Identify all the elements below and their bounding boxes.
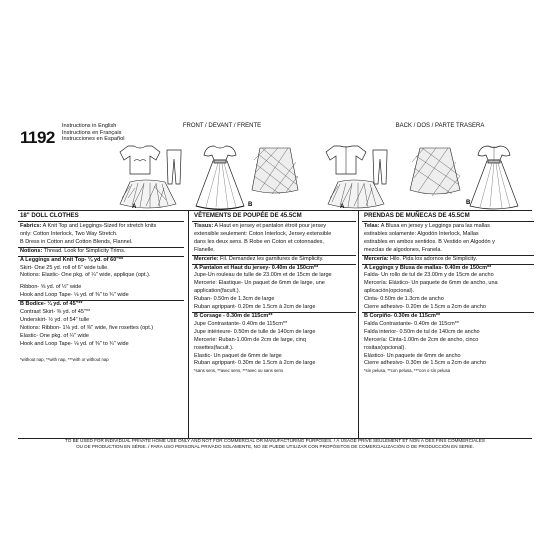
english-fabrics-line: only: Cotton Interlock, Two Way Stretch. [20,230,118,237]
french-view-a-line: Ruban agrippant- 0.20m de 1.5cm à 2cm de large [192,304,356,313]
french-view-a-line: application(facult.). [194,288,241,295]
back-illustrations [320,128,532,210]
english-view-a-line: Ribbon- ⅝ yd. of ½" wide [20,284,82,291]
english-view-b-heading: B Bodice- ¼ yd. of 45"** [20,301,83,308]
spanish-view-b-line: Falda interior- 0.50m de tul de 140cm de ancho [364,328,480,335]
english-view-a-line: Notions: Elastic- One pkg. of ¼" wide, applique (opt.). [20,272,151,279]
english-fabrics-line: Fabrics: A Knit Top and Leggings-Sized for stretch knits [20,223,157,229]
requirements-table [18,210,532,439]
back-view-a-top [326,146,366,174]
english-view-a-line: Hook and Loop Tape- ⅛ yd. of ⅜" to ¾" wide [18,292,184,301]
back-view-b-dress [470,146,518,209]
spanish-view-b-line: Mercería: Cinta-1.00m de 2cm de ancho, cinco [364,336,479,343]
front-view-b-dress [196,146,244,210]
french-view-a-line: Ruban- 0.50m de 1.3cm de large [194,296,275,303]
english-footnote: *without nap, **with nap, ***with or without nap [20,356,109,362]
spanish-telas-line: estirables solamente: Algodón Interlock, Mallas [364,230,479,237]
french-view-b-line: Jupe intérieure- 0.50m de tulle de 140cm de large [194,328,316,335]
french-view-b-line: Ruban agrippant- 0.30m de 1.5cm à 2cm de large [194,360,316,367]
english-notions: Notions: Thread. Look for Simplicity Trims. [18,248,184,257]
english-fabrics-line: B Dress in Cotton and Cotton Blends, Flannel. [18,239,184,248]
french-view-b-heading: B Corsage - 0.30m de 115cm** [194,312,273,319]
english-view-b-line: Contrast Skirt- ⅜ yd. of 45"** [20,309,91,316]
english-view-b-line: Elastic- One pkg. of ¼" wide [20,332,89,339]
spanish-view-a-line: Falda- Un rollo de tul de 23.00m y de 15cm de ancho [364,272,494,279]
back-view-label: BACK / DOS / PARTE TRASERA [395,123,485,129]
spanish-telas-line: estirables en ambos sentidos. B Vestido en Algodón y [364,238,495,245]
front-view-label: FRONT / DEVANT / FRENTE [182,123,262,129]
back-view-a-leggings [373,150,387,184]
french-view-a-heading: A Pantalon et Haut du jersey- 0.40m de 150cm** [194,264,319,271]
spanish-view-b-line: Falda Contrastante- 0.40m de 115cm** [364,320,459,327]
front-view-a-leggings [167,150,181,184]
back-view-a-letter: A [340,204,345,210]
english-view-a-heading: A Leggings and Knit Top- ⅛ yd. of 60"** [20,256,124,263]
instruction-french: Instructions en Français [62,129,122,136]
instruction-spanish: Instrucciones en Español [62,136,125,143]
french-footnote: *sans sens, **avec sens, ***avec ou sans sens [194,368,284,374]
english-view-a-line: Skirt- One 25 yd. roll of 6" wide tulle. [20,264,109,271]
back-view-b-skirt [410,148,460,196]
front-view-b-skirt [252,148,298,194]
front-view-a-tutu [120,180,176,208]
spanish-view-b-heading: B Corpiño- 0.30m de 115cm** [364,312,441,319]
french-view-a-line: Jupe-Un rouleau de tulle de 23.00m et de 15cm de large [194,272,332,279]
french-tissus-line: Tissus: A Haut en jersey et pantalon étroit pour jersey [194,223,326,229]
back-view-b-letter: B [466,200,471,206]
french-view-b-line: Élastic- Un paquet de 6mm de large [194,352,282,359]
spanish-footnote: *sin pelusa, **con pelusa, ***con o sin pelusa [364,368,450,374]
french-tissus-line: dans les deux sens. B Robe en Coton et cotonnades, [194,238,324,245]
pattern-number: 1192 [20,128,55,147]
french-column [188,211,356,438]
english-view-b-line: Hook and Loop Tape- ⅛ yd. of ⅜" to ¾" wide [20,340,129,347]
front-view-a-top [120,146,160,174]
front-view-a-letter: A [132,204,137,210]
spanish-telas-line: Telas: A Blusa en jersey y Leggings para las mallas [364,223,490,229]
front-illustrations [110,128,300,210]
spanish-view-a-line: aplicación(opcional). [364,288,415,295]
instruction-english: Instructions in English [62,123,117,129]
french-tissus-line: Flanelle. [192,247,356,256]
french-mercerie: Mercerie: Fil. Demandez les garnitures de Simplicity. [192,256,356,265]
english-column [18,211,184,438]
spanish-view-b-line: rositas(opcional). [364,344,406,351]
spanish-view-a-line: Cinta- 0.50m de 1.3cm de ancho [364,296,444,303]
spanish-view-a-heading: A Leggings y Blusa de mallas- 0.40m de 150cm** [364,264,492,271]
french-tissus-line: extensible seulement: Coton Interlock, Jersey extensible [194,230,332,237]
english-view-b-line: Notions: Ribbon- 1⅛ yd. of ⅜" wide, five rosettes (opt.) [20,324,154,331]
spanish-view-b-line: Cierre adhesivo- 0.30m de 1.5cm a 2cm de ancho [364,360,486,367]
french-view-b-line: Jupe Contrastante- 0.40m de 115cm** [194,320,288,327]
usage-disclaimer [18,438,532,449]
french-view-b-line: rosettes(facult.). [194,344,234,351]
english-view-b-line: Underskirt- ½ yd. of 54" tulle [20,316,90,323]
spanish-view-b-line: Elástico- Un paquete de 6mm de ancho [364,352,461,359]
spanish-view-a-line: Cierre adhesivo- 0.20m de 1.5cm a 2cm de ancho [362,304,534,313]
english-title: 18" DOLL CLOTHES [18,211,184,222]
disclaimer-line: OU DE PRODUCTION EN SÉRIE. / PARA USO PERSONAL PRIVADO SOLAMENTE, NO SE PUEDE UTILIZAR CON PROPÓSITOS DE COMERCIALIZACIÓN O DE PRODUCCIÓN EN SERIE. [76,443,474,449]
disclaimer-line: TO BE USED FOR INDIVIDUAL PRIVATE HOME USE ONLY AND NOT FOR COMMERCIAL OR MANUFACTURING PURPOSES. / À USAGE PRIVÉ SEULEMENT ET NON À DES FINS COMMERCIALES [65,438,485,443]
french-view-a-line: Mercerie: Élastique- Un paquet de 6mm de large, une [194,280,325,287]
spanish-view-a-line: Mercería: Elástico- Un paquete de 6mm de ancho, una [364,280,498,287]
spanish-telas-line: mezclas de algodones, Franela. [362,247,534,256]
spanish-title: PRENDAS DE MUÑECAS DE 45.5CM [362,211,534,222]
french-title: VÊTEMENTS DE POUPÉE DE 45.5CM [192,211,356,222]
front-view-b-letter: B [248,202,253,208]
spanish-column [358,211,534,438]
spanish-merceria: Mercería: Hilo. Pida los adornos de Simplicity. [362,256,534,265]
french-view-b-line: Mercerie: Ruban-1.00m de 2cm de large, cinq [194,336,306,343]
